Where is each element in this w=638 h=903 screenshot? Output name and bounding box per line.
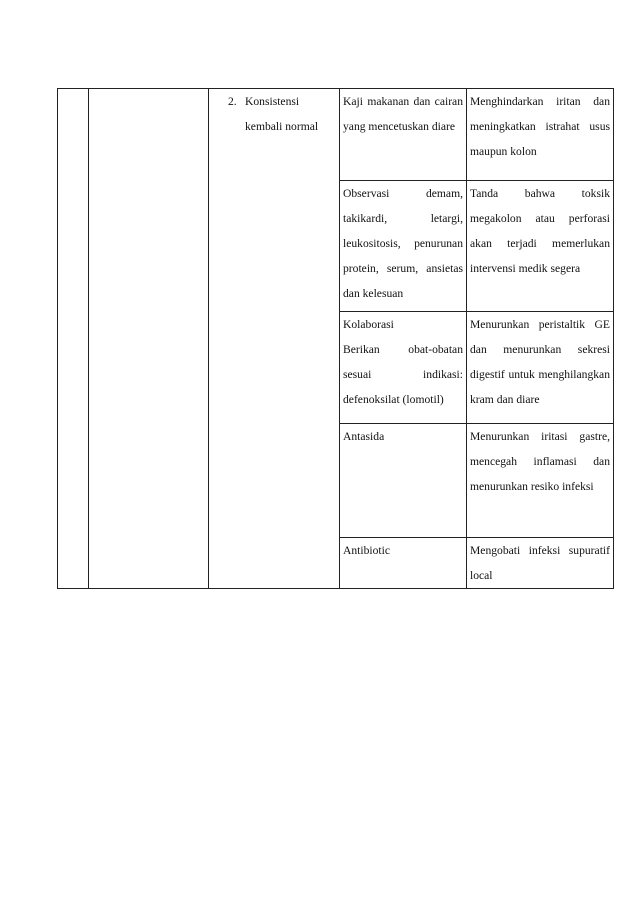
care-plan-table	[57, 88, 614, 589]
intervention-heading: Kolaborasi	[343, 318, 394, 331]
table-row	[58, 89, 614, 181]
outcome-number: 2.	[228, 95, 237, 108]
outcome-cell	[209, 89, 340, 589]
intervention-cell: Antasida	[340, 424, 467, 538]
intervention-text: Berikan obat-obatan sesuai indikasi: defenoksilat (lomotil)	[343, 343, 463, 406]
rationale-cell: Menghindarkan iritan dan meningkatkan istrahat usus maupun kolon	[467, 89, 614, 181]
rationale-cell: Menurunkan peristaltik GE dan menurunkan sekresi digestif untuk menghilangkan kram dan diare	[467, 312, 614, 424]
rationale-cell: Tanda bahwa toksik megakolon atau perforasi akan terjadi memerlukan intervensi medik segera	[467, 181, 614, 312]
rationale-cell: Menurunkan iritasi gastre, mencegah inflamasi dan menurunkan resiko infeksi	[467, 424, 614, 538]
intervention-cell: Kaji makanan dan cairan yang mencetuskan diare	[340, 89, 467, 181]
outcome-text: Konsistensi kembali normal	[245, 95, 319, 133]
intervention-cell	[340, 312, 467, 424]
intervention-cell: Observasi demam, takikardi, letargi, leukositosis, penurunan protein, serum, ansietas dan kelesuan	[340, 181, 467, 312]
rationale-cell: Mengobati infeksi supuratif local	[467, 538, 614, 589]
number-column-cell	[58, 89, 89, 589]
intervention-cell: Antibiotic	[340, 538, 467, 589]
diagnosis-column-cell	[89, 89, 209, 589]
